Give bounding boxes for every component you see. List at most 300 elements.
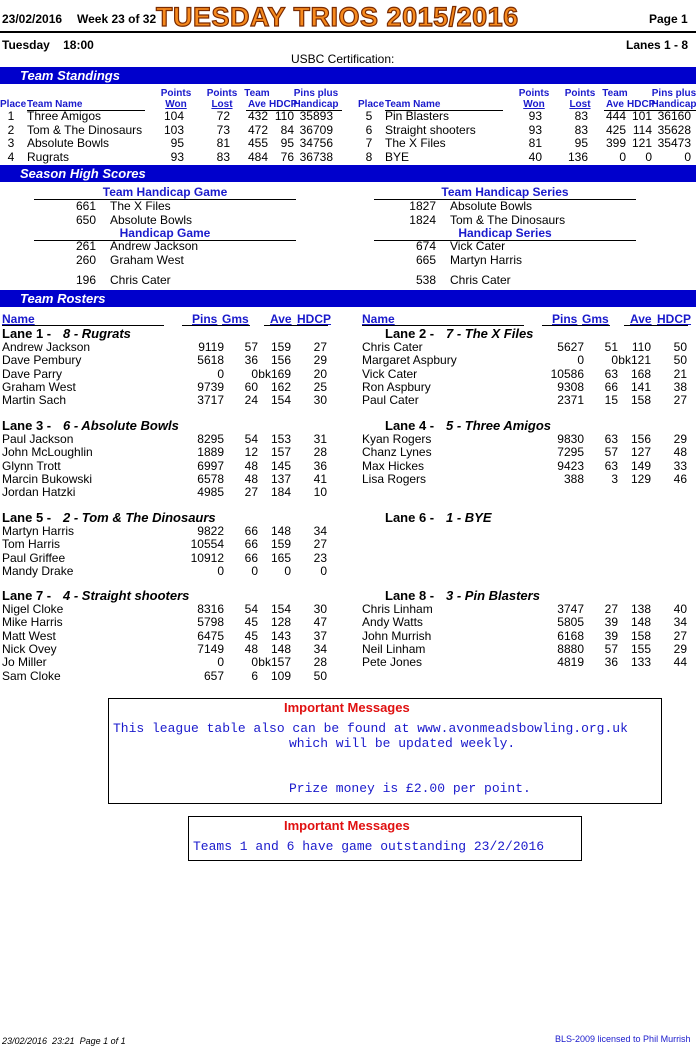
standing-team-name: Absolute Bowls <box>27 136 110 150</box>
player-pins: 5798 <box>197 615 224 630</box>
player-average: 138 <box>630 602 651 616</box>
col-header-points-lost: Lost <box>569 99 591 110</box>
high-score-name: The X Files <box>110 199 171 213</box>
high-score-title: Team Handicap Series <box>441 185 569 199</box>
standing-hdcp: 84 <box>280 122 294 137</box>
col-header-team-ave: Team <box>602 88 628 99</box>
player-name: Sam Cloke <box>2 668 61 683</box>
standing-team-ave: 444 <box>605 109 626 123</box>
player-average: 184 <box>270 485 291 500</box>
message-title-2: Important Messages <box>284 818 410 833</box>
high-score-name: Graham West <box>110 253 184 267</box>
standing-team-name: Tom & The Dinosaurs <box>27 122 143 137</box>
player-handicap: 20 <box>313 366 327 381</box>
player-games: 27 <box>604 602 618 616</box>
message-line: which will be updated weekly. <box>289 736 516 751</box>
player-pins: 657 <box>203 668 224 683</box>
player-handicap: 36 <box>313 458 327 473</box>
player-name: Max Hickes <box>362 458 425 473</box>
col-header-points-lost: Points <box>564 88 596 99</box>
roster-col-name: Name <box>362 312 395 326</box>
message-line: Teams 1 and 6 have game outstanding 23/2/2016 <box>193 839 545 854</box>
high-score-title: Handicap Game <box>119 226 211 240</box>
footer-timestamp: 23/02/2016 23:21 Page 1 of 1 <box>2 1036 126 1046</box>
roster-col-hdcp: HDCP <box>297 312 332 326</box>
message-line: This league table also can be found at www.avonmeadsbowling.org.uk <box>113 721 628 736</box>
player-average: 110 <box>631 340 651 354</box>
col-header-team-name: Team Name <box>27 99 83 110</box>
player-pins: 9308 <box>557 379 584 394</box>
player-name: Matt West <box>2 628 56 643</box>
roster-col-pins: Pins <box>552 312 578 326</box>
player-handicap: 50 <box>313 668 327 683</box>
standing-hdcp: 101 <box>631 109 652 123</box>
standing-place: 4 <box>7 149 15 164</box>
standing-hdcp: 110 <box>274 109 294 123</box>
player-handicap: 21 <box>673 366 687 381</box>
player-name: Graham West <box>2 379 76 394</box>
player-name: Kyan Rogers <box>362 432 432 446</box>
player-games: 63 <box>604 366 618 381</box>
player-games: 3 <box>611 471 618 486</box>
message-box-2 <box>188 816 582 861</box>
player-games: 45 <box>244 628 258 643</box>
player-pins: 7149 <box>197 641 224 656</box>
player-average: 158 <box>630 393 651 408</box>
player-handicap: 31 <box>313 432 327 446</box>
week-label: Week 23 of 32 <box>77 12 157 26</box>
player-name: John Murrish <box>362 628 432 643</box>
standing-points-lost: 136 <box>567 149 588 164</box>
player-pins: 3747 <box>557 602 584 616</box>
standing-points-won: 95 <box>170 136 184 150</box>
player-pins: 4985 <box>197 485 224 500</box>
player-handicap: 38 <box>673 379 687 394</box>
player-handicap: 44 <box>673 655 687 670</box>
player-games: 24 <box>244 393 258 408</box>
player-average: 162 <box>270 379 291 394</box>
player-average: 148 <box>270 641 291 656</box>
player-name: Mandy Drake <box>2 563 74 578</box>
lane-team-name: 2 - Tom & The Dinosaurs <box>63 510 216 525</box>
report-date: 23/02/2016 <box>2 12 63 26</box>
lane-team-name: 3 - Pin Blasters <box>446 588 540 603</box>
player-average: 159 <box>270 537 291 552</box>
player-games: 36 <box>604 655 618 670</box>
lane-label: Lane 6 - <box>385 510 435 525</box>
player-average: 155 <box>630 641 651 656</box>
standing-points-lost: 72 <box>216 109 230 123</box>
standing-team-ave: 472 <box>247 122 268 137</box>
player-name: Paul Griffee <box>2 550 66 565</box>
player-name: Martin Sach <box>2 393 67 408</box>
player-name: Lisa Rogers <box>362 471 427 486</box>
player-pins: 5618 <box>197 353 224 368</box>
lane-team-name: 5 - Three Amigos <box>446 418 551 433</box>
roster-col-ave: Ave <box>630 312 652 326</box>
player-average: 129 <box>630 471 651 486</box>
player-name: Nigel Cloke <box>2 602 64 616</box>
player-name: Chris Linham <box>362 602 433 616</box>
col-header-pins-plus: Handicap <box>651 99 696 110</box>
rosters-section-bar <box>0 290 696 307</box>
player-games: 48 <box>244 458 258 473</box>
message-line: Prize money is £2.00 per point. <box>289 781 531 796</box>
player-average: 154 <box>270 602 291 616</box>
league-title: TUESDAY TRIOS 2015/2016 <box>156 2 519 32</box>
player-handicap: 41 <box>313 471 327 486</box>
standing-place: 7 <box>365 136 373 150</box>
high-score-name: Tom & The Dinosaurs <box>450 212 566 227</box>
player-games: 39 <box>604 615 618 630</box>
player-name: Chris Cater <box>362 340 423 354</box>
player-handicap: 29 <box>673 641 687 656</box>
player-games: 48 <box>244 471 258 486</box>
player-pins: 1889 <box>197 445 224 460</box>
player-games: 39 <box>604 628 618 643</box>
col-header-team-ave: Ave <box>606 99 624 110</box>
day-time: Tuesday 18:00 <box>2 38 94 52</box>
player-pins: 5805 <box>557 615 584 630</box>
high-score-value: 665 <box>415 253 436 267</box>
roster-col-gms: Gms <box>222 312 249 326</box>
player-pins: 0 <box>217 655 224 670</box>
player-average: 128 <box>270 615 291 630</box>
player-handicap: 34 <box>673 615 687 630</box>
standing-hdcp: 0 <box>645 149 652 164</box>
standing-team-name: Three Amigos <box>27 109 102 123</box>
standing-team-name: The X Files <box>385 136 446 150</box>
standing-points-lost: 83 <box>216 149 230 164</box>
player-games: 66 <box>244 550 258 565</box>
player-name: Tom Harris <box>2 537 61 552</box>
standing-points-won: 93 <box>528 109 542 123</box>
lanes-label: Lanes 1 - 8 <box>626 38 689 52</box>
message-title-1: Important Messages <box>284 700 410 715</box>
standing-points-lost: 73 <box>216 122 230 137</box>
player-average: 133 <box>630 655 651 670</box>
player-pins: 8295 <box>197 432 224 446</box>
standing-pins-plus: 0 <box>684 149 691 164</box>
player-average: 154 <box>270 393 291 408</box>
standing-pins-plus: 35628 <box>657 122 691 137</box>
standing-team-name: Pin Blasters <box>385 109 450 123</box>
player-pins: 5627 <box>557 340 584 354</box>
roster-col-ave: Ave <box>270 312 292 326</box>
standing-place: 2 <box>7 122 15 137</box>
player-pins: 6997 <box>197 458 224 473</box>
high-scores-section-title: Season High Scores <box>20 166 146 181</box>
col-header-team-ave: Team <box>244 88 270 99</box>
standing-pins-plus: 36738 <box>299 149 333 164</box>
roster-col-gms: Gms <box>582 312 609 326</box>
standing-points-lost: 81 <box>216 136 230 150</box>
lane-label: Lane 4 - <box>385 418 435 433</box>
player-handicap: 29 <box>313 353 327 368</box>
player-average: 158 <box>630 628 651 643</box>
player-handicap: 10 <box>313 485 327 500</box>
standing-hdcp: 76 <box>280 149 294 164</box>
player-average: 157 <box>270 445 291 460</box>
player-average: 149 <box>630 458 651 473</box>
high-score-value: 661 <box>75 199 96 213</box>
player-average: 109 <box>270 668 291 683</box>
standing-place: 3 <box>7 136 15 150</box>
player-name: Vick Cater <box>362 366 418 381</box>
high-score-title: Team Handicap Game <box>102 185 228 199</box>
lane-label: Lane 7 - <box>2 588 52 603</box>
player-name: Nick Ovey <box>2 641 57 656</box>
player-name: Paul Jackson <box>2 432 74 446</box>
player-pins: 388 <box>563 471 584 486</box>
player-pins: 9739 <box>197 379 224 394</box>
player-handicap: 50 <box>673 340 687 354</box>
player-average: 156 <box>630 432 651 446</box>
col-header-points-won: Won <box>523 99 545 110</box>
player-pins: 10586 <box>550 366 584 381</box>
standing-points-lost: 83 <box>574 122 588 137</box>
player-handicap: 29 <box>673 432 687 446</box>
player-name: Jordan Hatzki <box>2 485 76 500</box>
col-header-points-won: Points <box>160 88 192 99</box>
player-games: 57 <box>604 445 618 460</box>
rosters-section-title: Team Rosters <box>20 291 106 306</box>
page-number: Page 1 <box>649 12 688 26</box>
player-games: 36 <box>244 353 258 368</box>
lane-team-name: 1 - BYE <box>446 510 492 525</box>
standing-points-won: 93 <box>170 149 184 164</box>
standing-team-ave: 425 <box>605 122 626 137</box>
col-header-points-lost: Points <box>206 88 238 99</box>
standing-team-name: Straight shooters <box>385 122 476 137</box>
col-header-hdcp: HDCP <box>627 99 656 110</box>
standing-hdcp: 121 <box>631 136 652 150</box>
player-handicap: 27 <box>313 537 327 552</box>
roster-header-rule <box>264 325 328 326</box>
player-games: 60 <box>244 379 258 394</box>
roster-header-rule <box>624 325 688 326</box>
player-games: 6 <box>251 668 258 683</box>
standing-team-ave: 399 <box>605 136 626 150</box>
player-name: Pete Jones <box>362 655 423 670</box>
player-average: 127 <box>630 445 651 460</box>
player-pins: 3717 <box>197 393 224 408</box>
standing-hdcp: 95 <box>280 136 294 150</box>
roster-header-rule <box>542 325 610 326</box>
high-score-name: Absolute Bowls <box>110 212 193 227</box>
standing-pins-plus: 34756 <box>299 136 333 150</box>
standing-team-ave: 0 <box>619 149 626 164</box>
standing-pins-plus: 36709 <box>299 122 333 137</box>
player-pins: 6578 <box>197 471 224 486</box>
player-pins: 10554 <box>190 537 224 552</box>
standing-place: 1 <box>7 109 15 123</box>
player-name: Mike Harris <box>2 615 63 630</box>
player-name: Chanz Lynes <box>362 445 432 460</box>
high-score-value: 650 <box>75 212 96 227</box>
high-score-title: Handicap Series <box>458 226 552 240</box>
col-header-hdcp: HDCP <box>269 99 298 110</box>
player-handicap: 28 <box>313 655 327 670</box>
player-average: 0 <box>284 563 291 578</box>
player-games: 45 <box>244 615 258 630</box>
standing-pins-plus: 35893 <box>299 109 333 123</box>
player-pins: 7295 <box>557 445 584 460</box>
high-score-value: 1824 <box>409 212 436 227</box>
standing-pins-plus: 36160 <box>657 109 691 123</box>
player-pins: 0 <box>217 366 224 381</box>
player-games: 12 <box>244 445 258 460</box>
player-pins: 0 <box>577 353 584 368</box>
player-name: Glynn Trott <box>2 458 61 473</box>
player-games: 63 <box>604 458 618 473</box>
high-score-name: Chris Cater <box>110 273 171 287</box>
standing-team-ave: 455 <box>247 136 268 150</box>
player-handicap: 33 <box>673 458 687 473</box>
high-scores-section-bar <box>0 165 696 182</box>
standing-points-won: 104 <box>163 109 184 123</box>
player-name: Jo Miller <box>2 655 47 670</box>
high-score-value: 538 <box>415 273 436 287</box>
player-games: 15 <box>604 393 618 408</box>
col-header-points-won: Points <box>518 88 550 99</box>
player-average: 141 <box>630 379 651 394</box>
standing-points-lost: 83 <box>574 109 588 123</box>
player-handicap: 23 <box>313 550 327 565</box>
player-name: Ron Aspbury <box>362 379 431 394</box>
col-header-points-lost: Lost <box>211 99 233 110</box>
player-games: 0 <box>251 563 258 578</box>
player-pins: 8880 <box>557 641 584 656</box>
roster-header-rule <box>182 325 250 326</box>
player-pins: 9119 <box>198 340 224 354</box>
player-handicap: 27 <box>673 393 687 408</box>
lane-team-name: 6 - Absolute Bowls <box>63 418 179 433</box>
player-average: bk169 <box>258 366 291 381</box>
message-box-1 <box>108 698 662 804</box>
player-pins: 0 <box>217 563 224 578</box>
player-name: Dave Pembury <box>2 353 82 368</box>
player-name: John McLoughlin <box>2 445 93 460</box>
high-score-value: 196 <box>75 273 96 287</box>
player-handicap: 30 <box>313 393 327 408</box>
player-average: 165 <box>270 550 291 565</box>
player-average: 168 <box>630 366 651 381</box>
player-handicap: 25 <box>313 379 327 394</box>
standing-points-won: 81 <box>528 136 542 150</box>
player-games: 51 <box>604 340 618 354</box>
lane-label: Lane 1 - <box>2 326 52 341</box>
high-score-name: Absolute Bowls <box>450 199 533 213</box>
player-name: Neil Linham <box>362 641 426 656</box>
player-handicap: 28 <box>313 445 327 460</box>
roster-col-hdcp: HDCP <box>657 312 692 326</box>
player-average: bk121 <box>618 353 651 368</box>
col-header-team-name: Team Name <box>385 99 441 110</box>
player-handicap: 0 <box>320 563 327 578</box>
high-score-name: Martyn Harris <box>450 253 523 267</box>
player-handicap: 34 <box>313 524 327 538</box>
standing-team-name: Rugrats <box>27 149 70 164</box>
col-header-points-won: Won <box>165 99 187 110</box>
player-handicap: 27 <box>673 628 687 643</box>
standings-section-bar <box>0 67 696 84</box>
player-games: 63 <box>604 432 618 446</box>
player-games: 48 <box>244 641 258 656</box>
lane-label: Lane 2 - <box>385 326 435 341</box>
player-games: 0 <box>251 655 258 670</box>
standing-points-lost: 95 <box>574 136 588 150</box>
player-name: Marcin Bukowski <box>2 471 93 486</box>
player-pins: 4819 <box>557 655 584 670</box>
standing-pins-plus: 35473 <box>657 136 691 150</box>
standing-points-won: 40 <box>528 149 542 164</box>
player-handicap: 37 <box>313 628 327 643</box>
player-pins: 10912 <box>190 550 224 565</box>
standing-place: 6 <box>365 122 373 137</box>
player-name: Martyn Harris <box>2 524 75 538</box>
player-pins: 2371 <box>557 393 584 408</box>
player-average: 153 <box>270 432 291 446</box>
standings-section-title: Team Standings <box>20 68 120 83</box>
player-games: 66 <box>244 524 258 538</box>
player-games: 27 <box>244 485 258 500</box>
player-average: 137 <box>270 471 291 486</box>
standing-place: 8 <box>365 149 373 164</box>
standing-team-ave: 484 <box>247 149 268 164</box>
col-header-place: Place <box>0 99 27 110</box>
col-header-place: Place <box>358 99 385 110</box>
player-handicap: 48 <box>673 445 687 460</box>
player-pins: 6475 <box>197 628 224 643</box>
player-average: 156 <box>270 353 291 368</box>
standing-hdcp: 114 <box>632 122 652 137</box>
high-score-name: Chris Cater <box>450 273 511 287</box>
standing-team-ave: 432 <box>247 109 268 123</box>
player-name: Andrew Jackson <box>2 340 91 354</box>
standing-place: 5 <box>365 109 373 123</box>
player-handicap: 47 <box>313 615 327 630</box>
player-average: 145 <box>270 458 291 473</box>
footer-license: BLS-2009 licensed to Phil Murrish <box>555 1034 691 1044</box>
player-pins: 9822 <box>197 524 224 538</box>
lane-team-name: 4 - Straight shooters <box>63 588 190 603</box>
player-handicap: 50 <box>673 353 687 368</box>
player-games: 0 <box>251 366 258 381</box>
lane-label: Lane 8 - <box>385 588 435 603</box>
high-score-name: Vick Cater <box>450 239 506 253</box>
standing-points-won: 93 <box>528 122 542 137</box>
high-score-value: 260 <box>75 253 96 267</box>
player-games: 54 <box>244 432 258 446</box>
col-header-team-ave: Ave <box>248 99 266 110</box>
player-handicap: 27 <box>313 340 327 354</box>
col-header-pins-plus: Pins plus <box>651 88 696 99</box>
roster-col-name: Name <box>2 312 35 326</box>
high-score-value: 261 <box>75 239 96 253</box>
player-pins: 9423 <box>557 458 584 473</box>
player-average: bk157 <box>258 655 291 670</box>
player-name: Paul Cater <box>362 393 419 408</box>
lane-team-name: 7 - The X Files <box>446 326 534 341</box>
player-name: Dave Parry <box>2 366 63 381</box>
player-name: Andy Watts <box>362 615 423 630</box>
player-games: 54 <box>244 602 258 616</box>
standing-points-won: 103 <box>163 122 184 137</box>
player-games: 57 <box>244 340 258 354</box>
player-handicap: 46 <box>673 471 687 486</box>
col-header-pins-plus: Pins plus <box>293 88 339 99</box>
